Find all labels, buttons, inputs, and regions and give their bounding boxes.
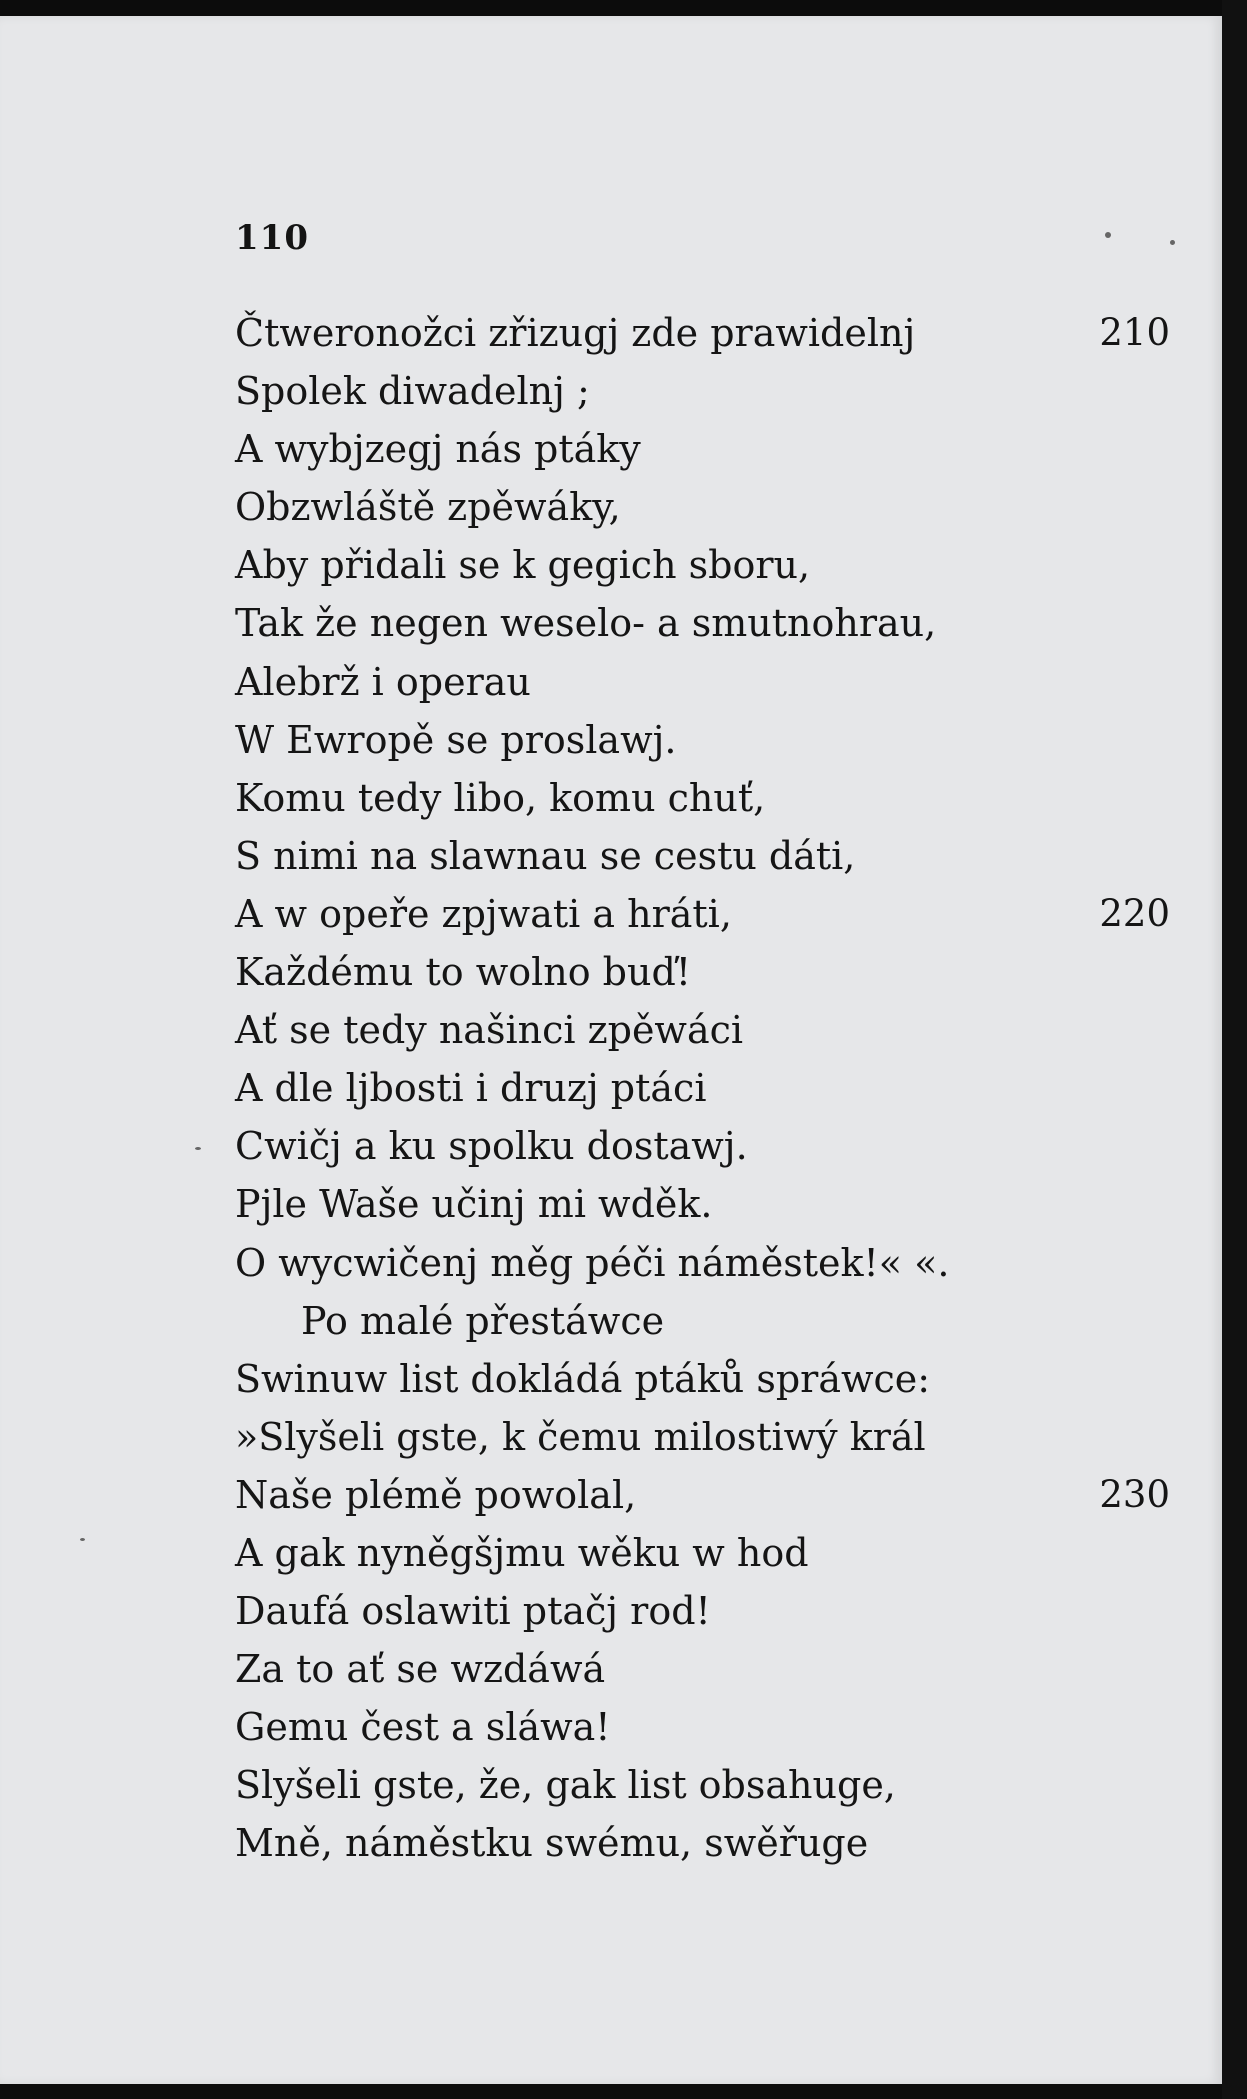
poem-line (235, 1117, 1175, 1175)
poem-line-text: Swinuw list dokládá ptáků spráwce: (235, 1356, 931, 1401)
poem-line-text: Každému to wolno buď! (235, 950, 692, 995)
poem-line (235, 1001, 1175, 1059)
poem-line-text: A wybjzegj nás ptáky (235, 427, 641, 472)
poem-line-text: Spolek diwadelnj ; (235, 369, 590, 414)
poem-line-text: »Slyšeli gste, k čemu milostiwý král (235, 1414, 926, 1459)
poem-line (235, 1698, 1175, 1756)
poem-line-text: Aby přidali se k gegich sboru, (235, 543, 811, 588)
poem-line (235, 711, 1175, 769)
poem-line (235, 1582, 1175, 1640)
poem-line-text: Mně, náměstku swému, swěřuge (235, 1821, 869, 1866)
line-number: 220 (1099, 891, 1170, 935)
poem-text (235, 304, 1175, 1873)
poem-line-text: W Ewropě se proslawj. (235, 717, 677, 762)
poem-line-text: Alebrž i operau (235, 659, 531, 704)
poem-line (235, 1814, 1175, 1872)
poem-line (235, 1408, 1175, 1466)
poem-line-text: A dle ljbosti i druzj ptáci (235, 1066, 707, 1111)
poem-line (235, 1234, 1175, 1292)
poem-line (235, 1059, 1175, 1117)
poem-line-text: Po malé přestáwce (301, 1298, 665, 1343)
poem-line (235, 1350, 1175, 1408)
poem-line-text: O wycwičenj měg péči náměstek!« «. (235, 1240, 950, 1285)
poem-line-text: Tak že negen weselo- a smutnohrau, (235, 601, 937, 646)
poem-line-text: Ať se tedy našinci zpěwáci (235, 1008, 744, 1053)
poem-line (235, 1292, 1175, 1350)
poem-line-text: Obzwláště zpěwáky, (235, 485, 621, 530)
poem-line-text: Gemu čest a sláwa! (235, 1705, 611, 1750)
poem-line (235, 536, 1175, 594)
poem-line (235, 478, 1175, 536)
poem-line (235, 1640, 1175, 1698)
poem-line-text: Komu tedy libo, komu chuť, (235, 775, 766, 820)
poem-line (235, 885, 1175, 943)
poem-line-text: A w opeře zpjwati a hráti, (235, 891, 732, 936)
poem-line (235, 362, 1175, 420)
poem-line-text: Čtweronožci zřizugj zde prawidelnj (235, 311, 916, 355)
page-edge (1222, 0, 1247, 2099)
paper-speck (1170, 240, 1175, 245)
poem-line (235, 653, 1175, 711)
poem-line-text: A gak nyněgšjmu wěku w hod (235, 1530, 809, 1575)
poem-line (235, 420, 1175, 478)
line-number: 210 (1099, 311, 1170, 354)
poem-line-text: Naše plémě powolal, (235, 1472, 637, 1517)
poem-line (235, 1466, 1175, 1524)
poem-line-text: S nimi na slawnau se cestu dáti, (235, 833, 856, 878)
paper-speck (195, 1147, 201, 1150)
poem-line-text: Za to ať se wzdáwá (235, 1647, 606, 1692)
line-number: 230 (1099, 1472, 1170, 1516)
poem-line (235, 769, 1175, 827)
poem-line-text: Cwičj a ku spolku dostawj. (235, 1124, 748, 1169)
paper-speck (80, 1538, 85, 1541)
poem-line-text: Slyšeli gste, že, gak list obsahuge, (235, 1763, 896, 1808)
page-number: 110 (235, 218, 309, 258)
poem-line (235, 1175, 1175, 1233)
poem-line (235, 1524, 1175, 1582)
poem-line (235, 1756, 1175, 1814)
poem-line (235, 827, 1175, 885)
paper-speck (1105, 232, 1111, 238)
poem-line (235, 304, 1175, 362)
poem-line (235, 943, 1175, 1001)
poem-line (235, 594, 1175, 652)
poem-line-text: Pjle Waše učinj mi wděk. (235, 1182, 713, 1227)
poem-line-text: Daufá oslawiti ptačj rod! (235, 1589, 711, 1634)
